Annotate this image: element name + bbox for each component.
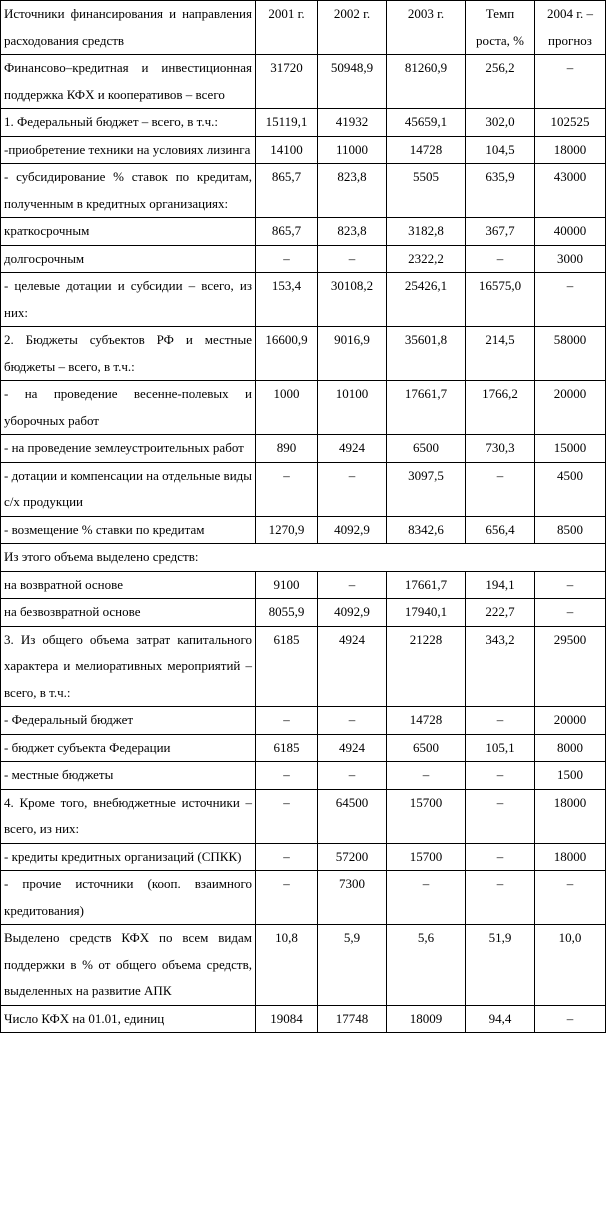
table-row <box>1 55 606 109</box>
row-value: – <box>535 273 606 327</box>
row-value: – <box>318 762 387 790</box>
row-value: 10,0 <box>535 925 606 1006</box>
row-value: – <box>466 871 535 925</box>
row-value: 17661,7 <box>387 381 466 435</box>
row-value: 4092,9 <box>318 599 387 627</box>
row-value: 51,9 <box>466 925 535 1006</box>
row-value: – <box>535 599 606 627</box>
row-value: – <box>256 762 318 790</box>
table-row <box>1 789 606 843</box>
row-value: 1000 <box>256 381 318 435</box>
row-value: – <box>256 871 318 925</box>
row-value: – <box>466 762 535 790</box>
row-label: - местные бюджеты <box>1 762 256 790</box>
row-value: 635,9 <box>466 164 535 218</box>
row-value: 35601,8 <box>387 327 466 381</box>
table-row <box>1 843 606 871</box>
row-value: 18000 <box>535 789 606 843</box>
row-value: 17748 <box>318 1005 387 1033</box>
row-value: 43000 <box>535 164 606 218</box>
row-value: 5505 <box>387 164 466 218</box>
row-value: 9016,9 <box>318 327 387 381</box>
row-value: 15000 <box>535 435 606 463</box>
row-value: 4092,9 <box>318 516 387 544</box>
table-row <box>1 136 606 164</box>
table-row <box>1 109 606 137</box>
table-row <box>1 327 606 381</box>
table-row <box>1 599 606 627</box>
row-value: 4924 <box>318 734 387 762</box>
row-value: – <box>466 462 535 516</box>
row-label: краткосрочным <box>1 218 256 246</box>
table-row <box>1 925 606 1006</box>
row-value: – <box>256 843 318 871</box>
row-label: Финансово–кредитная и инвестиционная поддержка КФХ и кооперативов – всего <box>1 55 256 109</box>
row-value: 9100 <box>256 571 318 599</box>
table-row <box>1 218 606 246</box>
table-row <box>1 381 606 435</box>
table-body <box>1 1 606 1033</box>
row-value: 343,2 <box>466 626 535 707</box>
row-value: – <box>387 871 466 925</box>
header-growth-rate: Темп роста, % <box>466 1 535 55</box>
row-value: 7300 <box>318 871 387 925</box>
row-value: – <box>256 789 318 843</box>
row-value: 14728 <box>387 707 466 735</box>
row-label: - Федеральный бюджет <box>1 707 256 735</box>
table-row <box>1 1005 606 1033</box>
row-value: – <box>535 871 606 925</box>
row-value: 40000 <box>535 218 606 246</box>
row-value: 17661,7 <box>387 571 466 599</box>
row-value: 367,7 <box>466 218 535 246</box>
row-label: 4. Кроме того, внебюджетные источники – всего, из них: <box>1 789 256 843</box>
row-value: – <box>256 462 318 516</box>
row-value: – <box>535 1005 606 1033</box>
row-value: – <box>466 245 535 273</box>
row-value: – <box>318 571 387 599</box>
row-value: 656,4 <box>466 516 535 544</box>
row-value: 94,4 <box>466 1005 535 1033</box>
table-row <box>1 626 606 707</box>
row-value: 10100 <box>318 381 387 435</box>
row-value: – <box>318 462 387 516</box>
row-value: 18000 <box>535 136 606 164</box>
row-value: 730,3 <box>466 435 535 463</box>
row-value: 81260,9 <box>387 55 466 109</box>
row-value: 29500 <box>535 626 606 707</box>
row-label: - бюджет субъекта Федерации <box>1 734 256 762</box>
row-value: 6185 <box>256 626 318 707</box>
table-row <box>1 245 606 273</box>
row-value: 10,8 <box>256 925 318 1006</box>
row-value: 222,7 <box>466 599 535 627</box>
row-value: 8500 <box>535 516 606 544</box>
row-value: 865,7 <box>256 164 318 218</box>
table-row <box>1 273 606 327</box>
row-value: 1766,2 <box>466 381 535 435</box>
row-value: 8055,9 <box>256 599 318 627</box>
table-row <box>1 871 606 925</box>
row-value: 58000 <box>535 327 606 381</box>
row-value: 102525 <box>535 109 606 137</box>
table-row <box>1 164 606 218</box>
row-label: - субсидирование % ставок по кредитам, полученным в кредитных организациях: <box>1 164 256 218</box>
header-2003: 2003 г. <box>387 1 466 55</box>
row-label: - кредиты кредитных организаций (СПКК) <box>1 843 256 871</box>
row-value: 18009 <box>387 1005 466 1033</box>
row-value: 19084 <box>256 1005 318 1033</box>
row-value: – <box>256 245 318 273</box>
row-value: 4500 <box>535 462 606 516</box>
row-label: на безвозвратной основе <box>1 599 256 627</box>
row-value: 21228 <box>387 626 466 707</box>
row-label: 3. Из общего объема затрат капитального характера и мелиоративных мероприятий – всего, в т.ч.: <box>1 626 256 707</box>
row-label: - прочие источники (кооп. взаимного кредитования) <box>1 871 256 925</box>
row-value: 6185 <box>256 734 318 762</box>
row-value: 14728 <box>387 136 466 164</box>
row-label: - на проведение землеустроительных работ <box>1 435 256 463</box>
row-value: 153,4 <box>256 273 318 327</box>
row-label: долгосрочным <box>1 245 256 273</box>
header-2002: 2002 г. <box>318 1 387 55</box>
header-2001: 2001 г. <box>256 1 318 55</box>
row-label: на возвратной основе <box>1 571 256 599</box>
row-value: 823,8 <box>318 164 387 218</box>
row-value: 50948,9 <box>318 55 387 109</box>
row-label: Число КФХ на 01.01, единиц <box>1 1005 256 1033</box>
row-value: – <box>535 55 606 109</box>
row-value: 15700 <box>387 843 466 871</box>
row-value: 256,2 <box>466 55 535 109</box>
row-value: 18000 <box>535 843 606 871</box>
row-value: 1270,9 <box>256 516 318 544</box>
header-label: Источники финансирования и направления расходования средств <box>1 1 256 55</box>
row-value: 8342,6 <box>387 516 466 544</box>
row-value: 5,6 <box>387 925 466 1006</box>
row-value: 14100 <box>256 136 318 164</box>
row-value: 302,0 <box>466 109 535 137</box>
row-value: – <box>387 762 466 790</box>
row-value: 6500 <box>387 734 466 762</box>
row-label: 1. Федеральный бюджет – всего, в т.ч.: <box>1 109 256 137</box>
row-value: 11000 <box>318 136 387 164</box>
table-row <box>1 571 606 599</box>
row-value: 3000 <box>535 245 606 273</box>
row-label: - целевые дотации и субсидии – всего, из них: <box>1 273 256 327</box>
row-label: - дотации и компенсации на отдельные виды с/х продукции <box>1 462 256 516</box>
row-value: 57200 <box>318 843 387 871</box>
row-label: - возмещение % ставки по кредитам <box>1 516 256 544</box>
row-value: 6500 <box>387 435 466 463</box>
row-label: - на проведение весенне-полевых и уборочных работ <box>1 381 256 435</box>
row-value: – <box>466 707 535 735</box>
row-label: -приобретение техники на условиях лизинга <box>1 136 256 164</box>
row-label: Выделено средств КФХ по всем видам поддержки в % от общего объема средств, выделенных на развитие АПК <box>1 925 256 1006</box>
table-row <box>1 462 606 516</box>
table-row <box>1 707 606 735</box>
table-row <box>1 435 606 463</box>
row-value: 20000 <box>535 707 606 735</box>
header-row <box>1 1 606 55</box>
row-value: 1500 <box>535 762 606 790</box>
row-value: 64500 <box>318 789 387 843</box>
row-value: 214,5 <box>466 327 535 381</box>
row-value: 15119,1 <box>256 109 318 137</box>
table-row <box>1 762 606 790</box>
row-value: 16600,9 <box>256 327 318 381</box>
row-value: 15700 <box>387 789 466 843</box>
row-value: 20000 <box>535 381 606 435</box>
row-value: 8000 <box>535 734 606 762</box>
row-value: 823,8 <box>318 218 387 246</box>
row-value: 25426,1 <box>387 273 466 327</box>
row-value: 45659,1 <box>387 109 466 137</box>
row-label: Из этого объема выделено средств: <box>1 544 606 572</box>
row-value: 865,7 <box>256 218 318 246</box>
row-value: 5,9 <box>318 925 387 1006</box>
row-value: 3182,8 <box>387 218 466 246</box>
table-row <box>1 544 606 572</box>
row-value: – <box>318 245 387 273</box>
row-value: 16575,0 <box>466 273 535 327</box>
header-2004-forecast: 2004 г. – прогноз <box>535 1 606 55</box>
row-value: 105,1 <box>466 734 535 762</box>
row-value: – <box>256 707 318 735</box>
row-value: 2322,2 <box>387 245 466 273</box>
row-value: 3097,5 <box>387 462 466 516</box>
row-value: 30108,2 <box>318 273 387 327</box>
row-value: – <box>318 707 387 735</box>
row-value: 4924 <box>318 626 387 707</box>
row-value: – <box>466 789 535 843</box>
row-value: – <box>466 843 535 871</box>
row-value: 31720 <box>256 55 318 109</box>
row-value: 104,5 <box>466 136 535 164</box>
row-value: – <box>535 571 606 599</box>
row-value: 41932 <box>318 109 387 137</box>
row-value: 17940,1 <box>387 599 466 627</box>
row-value: 194,1 <box>466 571 535 599</box>
row-value: 4924 <box>318 435 387 463</box>
table-row <box>1 516 606 544</box>
row-label: 2. Бюджеты субъектов РФ и местные бюджеты – всего, в т.ч.: <box>1 327 256 381</box>
table-row <box>1 734 606 762</box>
row-value: 890 <box>256 435 318 463</box>
